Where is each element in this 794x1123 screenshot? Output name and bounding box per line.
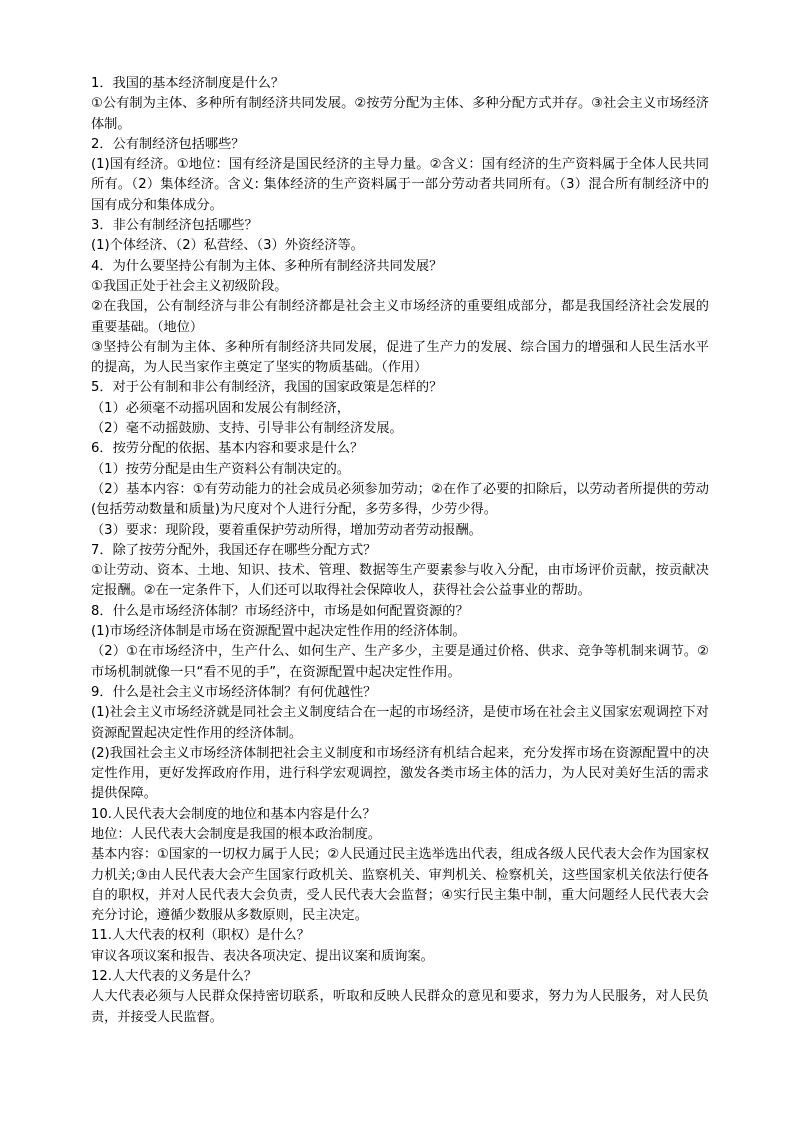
- answer-5-point-1: （1）必须毫不动摇巩固和发展公有制经济，: [91, 400, 350, 416]
- question-12: 12.人大代表的义务是什么？: [91, 969, 258, 985]
- question-9: 9．什么是社会主义市场经济体制？有何优越性？: [91, 684, 377, 700]
- question-1: 1．我国的基本经济制度是什么？: [91, 76, 285, 91]
- question-5: 5．对于公有制和非公有制经济，我国的国家政策是怎样的？: [91, 380, 443, 396]
- question-3: 3．非公有制经济包括哪些？: [91, 218, 258, 234]
- answer-8-point-2: （2）①在市场经济中，生产什么、如何生产、生产多少，主要是通过价格、供求、竞争等机制来调节。②市场机制就像一只“看不见的手”，在资源配置中起决定性作用。: [91, 644, 709, 680]
- answer-7: ①让劳动、资本、土地、知识、技术、管理、数据等生产要素参与收入分配，由市场评价贡献，按贡献决定报酬。②在一定条件下，人们还可以取得社会保障收人，获得社会公益事业的帮助。: [91, 563, 709, 599]
- answer-4-point-1: ①我国正处于社会主义初级阶段。: [91, 278, 288, 294]
- answer-12: 人大代表必须与人民群众保持密切联系，听取和反映人民群众的意见和要求，努力为人民服务，对人民负责，并接受人民监督。: [91, 989, 709, 1025]
- answer-10-content: 基本内容：①国家的一切权力属于人民；②人民通过民主选举选出代表，组成各级人民代表大会作为国家权力机关;③由人民代表大会产生国家行政机关、监察机关、审判机关、检察机关，这些国家机关依法行使各自的职权，并对人民代表大会负责，受人民代表大会监督；④实行民主集中制，重大问题经人民代表大会充分讨论，遵循少数服从多数原则，民主决定。: [91, 847, 709, 924]
- question-4: 4．为什么要坚持公有制为主体、多种所有制经济共同发展？: [91, 258, 443, 274]
- answer-5-point-2: （2）毫不动摇鼓励、支持、引导非公有制经济发展。: [91, 421, 403, 437]
- answer-6-point-3: （3）要求：现阶段，要着重保护劳动所得，增加劳动者劳动报酬。: [91, 522, 482, 538]
- answer-1: ①公有制为主体、多种所有制经济共同发展。②按劳分配为主体、多种分配方式并存。③社会主义市场经济体制。: [91, 96, 709, 132]
- document-body: [91, 74, 709, 1028]
- question-6: 6．按劳分配的依据、基本内容和要求是什么？: [91, 441, 364, 457]
- answer-11: 审议各项议案和报告、表决各项决定、提出议案和质询案。: [91, 948, 434, 964]
- question-2: 2．公有制经济包括哪些？: [91, 136, 245, 152]
- question-7: 7．除了按劳分配外，我国还存在哪些分配方式？: [91, 542, 377, 558]
- answer-9-point-1: (1)社会主义市场经济就是同社会主义制度结合在一起的市场经济，是使市场在社会主义国家宏观调控下对资源配置起决定性作用的经济体制。: [91, 705, 709, 741]
- answer-4-point-3: ③坚持公有制为主体、多种所有制经济共同发展，促进了生产力的发展、综合国力的增强和人民生活水平的提高，为人民当家作主奠定了坚实的物质基础。（作用）: [91, 339, 709, 376]
- answer-10-status: 地位：人民代表大会制度是我国的根本政治制度。: [91, 826, 382, 842]
- answer-6-point-2: （2）基本内容：①有劳动能力的社会成员必须参加劳动；②在作了必要的扣除后，以劳动者所提供的劳动(包括劳动数量和质量)为尺度对个人进行分配，多劳多得，少劳少得。: [91, 481, 709, 518]
- answer-2: (1)国有经济。①地位：国有经济是国民经济的主导力量。②含义：国有经济的生产资料属于全体人民共同所有。（2）集体经济。含义: 集体经济的生产资料属于一部分劳动者共同所有。（3）混合所有制经济中的国有成分和集体成分。: [91, 157, 709, 213]
- question-10: 10.人民代表大会制度的地位和基本内容是什么？: [91, 806, 376, 822]
- answer-9-point-2: (2)我国社会主义市场经济体制把社会主义制度和市场经济有机结合起来，充分发挥市场在资源配置中的决定性作用，更好发挥政府作用，进行科学宏观调控，激发各类市场主体的活力，为人民对美好生活的需求提供保障。: [91, 745, 709, 802]
- question-11: 11.人大代表的权利（职权）是什么？: [91, 928, 310, 944]
- answer-3: (1)个体经济、（2）私营经、（3）外资经济等。: [91, 238, 364, 254]
- answer-8-point-1: (1)市场经济体制是市场在资源配置中起决定性作用的经济体制。: [91, 624, 466, 640]
- question-8: 8．什么是市场经济体制？市场经济中，市场是如何配置资源的？: [91, 603, 469, 619]
- answer-6-point-1: （1）按劳分配是由生产资料公有制决定的。: [91, 461, 350, 477]
- answer-4-point-2: ②在我国，公有制经济与非公有制经济都是社会主义市场经济的重要组成部分，都是我国经济社会发展的重要基础。（地位）: [91, 299, 709, 335]
